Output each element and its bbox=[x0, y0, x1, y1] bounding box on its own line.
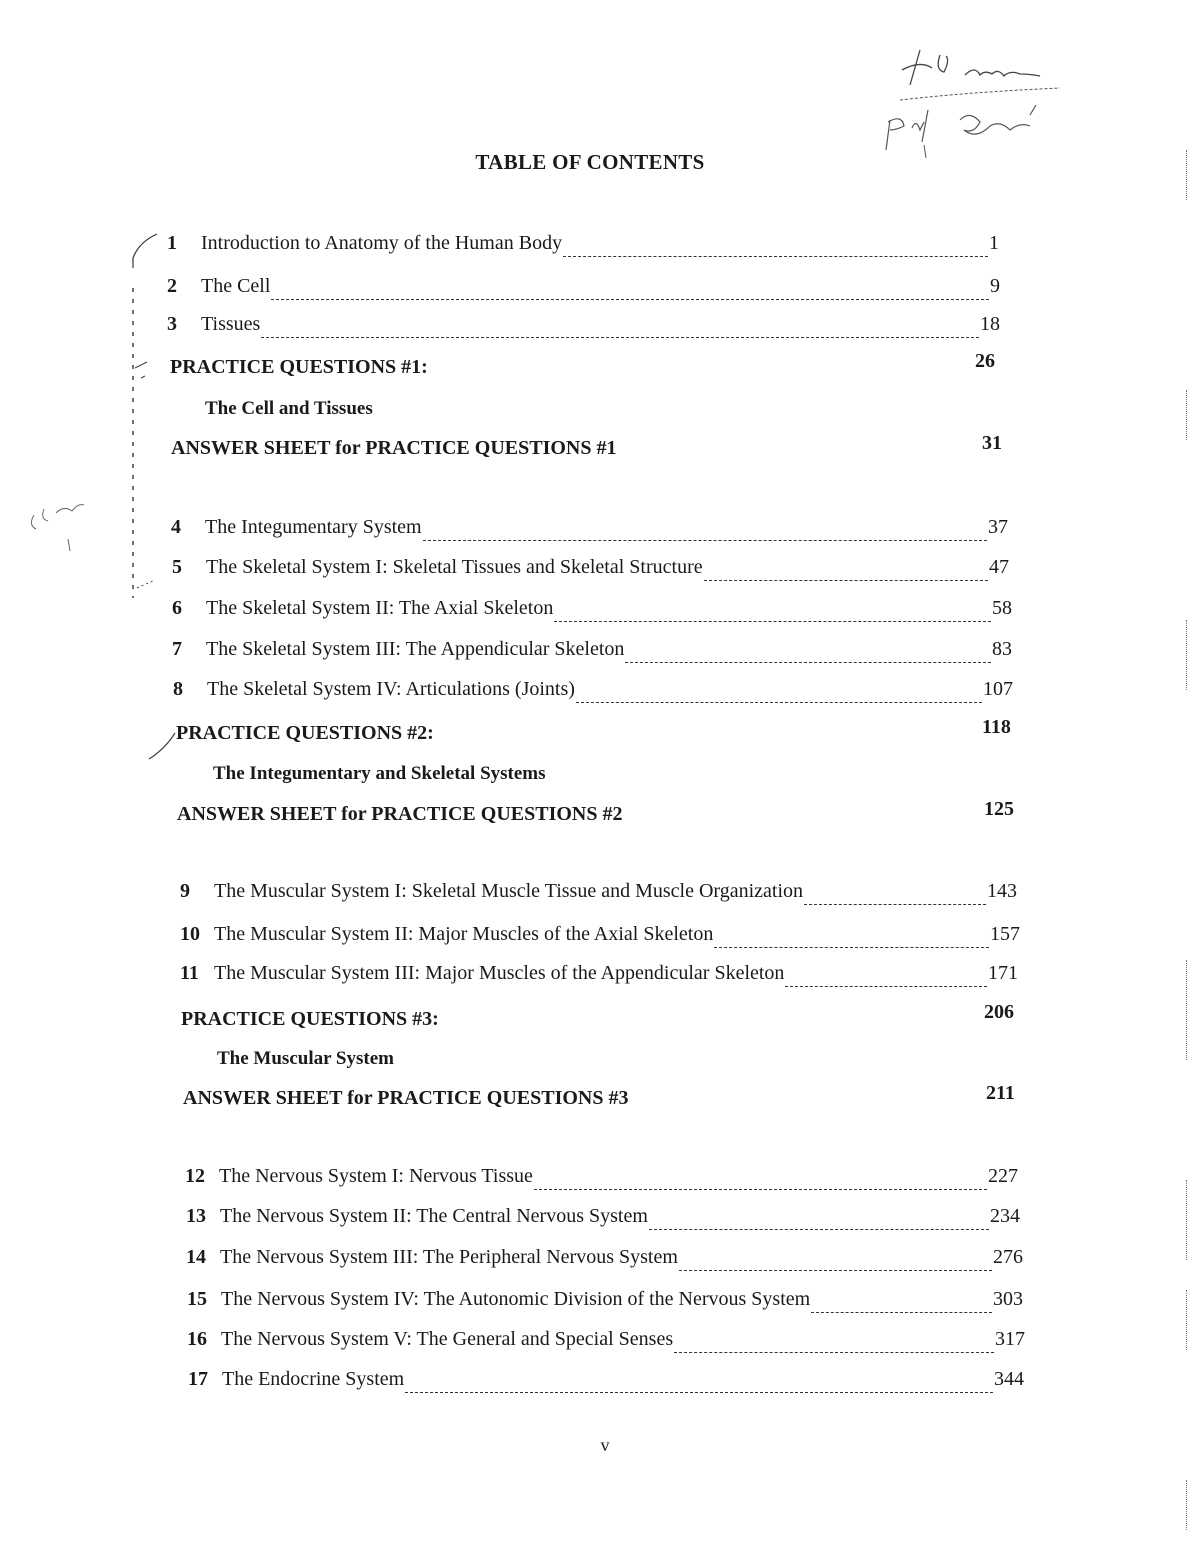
scan-artifact bbox=[1186, 150, 1189, 200]
toc-entry[interactable] bbox=[173, 678, 1013, 708]
chapter-number: 8 bbox=[173, 678, 183, 700]
chapter-title: The Nervous System III: The Peripheral Nervous System bbox=[220, 1246, 678, 1268]
chapter-number: 17 bbox=[188, 1368, 208, 1390]
chapter-number: 7 bbox=[172, 638, 182, 660]
answer-sheet-heading[interactable]: ANSWER SHEET for PRACTICE QUESTIONS #3 bbox=[183, 1087, 629, 1109]
leader-dashes bbox=[261, 323, 979, 338]
page-ref: 234 bbox=[990, 1205, 1020, 1227]
chapter-number: 10 bbox=[180, 923, 200, 945]
chapter-title: The Cell bbox=[201, 275, 271, 297]
chapter-title: The Muscular System I: Skeletal Muscle Tissue and Muscle Organization bbox=[214, 880, 803, 902]
page-ref: 107 bbox=[983, 678, 1013, 700]
page-title: TABLE OF CONTENTS bbox=[475, 150, 705, 174]
page-ref: 171 bbox=[988, 962, 1018, 984]
chapter-title: The Nervous System I: Nervous Tissue bbox=[219, 1165, 533, 1187]
chapter-number: 3 bbox=[167, 313, 177, 335]
chapter-number: 16 bbox=[187, 1328, 207, 1350]
chapter-number: 5 bbox=[172, 556, 182, 578]
scan-artifact bbox=[1186, 620, 1189, 690]
leader-dashes bbox=[811, 1298, 992, 1313]
chapter-number: 12 bbox=[185, 1165, 205, 1187]
chapter-title: Introduction to Anatomy of the Human Body bbox=[201, 232, 563, 254]
toc-entry[interactable] bbox=[172, 597, 1012, 627]
practice-page-ref: 118 bbox=[982, 716, 1011, 738]
chapter-title: The Nervous System V: The General and Special Senses bbox=[221, 1328, 674, 1350]
leader-dashes bbox=[271, 285, 989, 300]
chapter-number: 1 bbox=[167, 232, 177, 254]
page-ref: 58 bbox=[992, 597, 1012, 619]
scan-artifact bbox=[1186, 960, 1189, 1060]
page-ref: 303 bbox=[993, 1288, 1023, 1310]
scan-artifact bbox=[1186, 390, 1189, 440]
chapter-title: The Skeletal System IV: Articulations (Joints) bbox=[207, 678, 575, 700]
toc-entry[interactable] bbox=[171, 516, 1008, 546]
toc-entry[interactable] bbox=[185, 1165, 1018, 1195]
chapter-number: 2 bbox=[167, 275, 177, 297]
toc-entry[interactable] bbox=[187, 1328, 1025, 1358]
page-ref: 47 bbox=[989, 556, 1009, 578]
page-ref: 37 bbox=[988, 516, 1008, 538]
scan-artifact bbox=[1186, 1480, 1189, 1530]
leader-dashes bbox=[625, 648, 991, 663]
chapter-number: 4 bbox=[171, 516, 181, 538]
page-ref: 83 bbox=[992, 638, 1012, 660]
toc-entry[interactable] bbox=[167, 275, 1000, 305]
handwritten-note bbox=[880, 30, 1110, 160]
chapter-number: 13 bbox=[186, 1205, 206, 1227]
page-ref: 227 bbox=[988, 1165, 1018, 1187]
toc-entry[interactable] bbox=[186, 1205, 1020, 1235]
answer-sheet-page-ref: 31 bbox=[982, 432, 1002, 454]
page-ref: 276 bbox=[993, 1246, 1023, 1268]
chapter-title: The Integumentary System bbox=[205, 516, 422, 538]
practice-page-ref: 206 bbox=[984, 1001, 1014, 1023]
page-ref: 9 bbox=[990, 275, 1000, 297]
leader-dashes bbox=[405, 1378, 993, 1393]
chapter-title: The Muscular System II: Major Muscles of the Axial Skeleton bbox=[214, 923, 714, 945]
toc-entry[interactable] bbox=[180, 880, 1017, 910]
toc-entry[interactable] bbox=[180, 962, 1018, 992]
leader-dashes bbox=[679, 1256, 992, 1271]
practice-label: PRACTICE QUESTIONS #1: bbox=[170, 356, 428, 378]
chapter-title: The Skeletal System II: The Axial Skeleton bbox=[206, 597, 554, 619]
chapter-number: 9 bbox=[180, 880, 190, 902]
chapter-title: The Muscular System III: Major Muscles of the Appendicular Skeleton bbox=[214, 962, 785, 984]
toc-entry[interactable] bbox=[167, 232, 999, 262]
toc-entry[interactable] bbox=[172, 556, 1009, 586]
answer-sheet-heading[interactable]: ANSWER SHEET for PRACTICE QUESTIONS #1 bbox=[171, 437, 617, 459]
chapter-number: 15 bbox=[187, 1288, 207, 1310]
leader-dashes bbox=[423, 526, 987, 541]
leader-dashes bbox=[554, 607, 991, 622]
leader-dashes bbox=[674, 1338, 994, 1353]
practice-subtitle: The Cell and Tissues bbox=[205, 398, 373, 419]
practice-page-ref: 26 bbox=[975, 350, 995, 372]
leader-dashes bbox=[785, 972, 987, 987]
page-ref: 143 bbox=[987, 880, 1017, 902]
practice-questions-heading[interactable]: PRACTICE QUESTIONS #2: bbox=[176, 722, 434, 744]
leader-dashes bbox=[563, 242, 988, 257]
chapter-title: The Nervous System IV: The Autonomic Division of the Nervous System bbox=[221, 1288, 811, 1310]
toc-entry[interactable] bbox=[186, 1246, 1023, 1276]
chapter-number: 6 bbox=[172, 597, 182, 619]
margin-scribble bbox=[20, 495, 90, 555]
chapter-number: 11 bbox=[180, 962, 199, 984]
leader-dashes bbox=[714, 933, 989, 948]
practice-subtitle: The Integumentary and Skeletal Systems bbox=[213, 763, 546, 784]
chapter-title: The Skeletal System I: Skeletal Tissues and Skeletal Structure bbox=[206, 556, 703, 578]
page-ref: 317 bbox=[995, 1328, 1025, 1350]
answer-sheet-page-ref: 125 bbox=[984, 798, 1014, 820]
answer-sheet-page-ref: 211 bbox=[986, 1082, 1015, 1104]
page-ref: 157 bbox=[990, 923, 1020, 945]
toc-entry[interactable] bbox=[172, 638, 1012, 668]
toc-entry[interactable] bbox=[188, 1368, 1024, 1398]
chapter-title: The Nervous System II: The Central Nervous System bbox=[220, 1205, 648, 1227]
practice-questions-heading[interactable] bbox=[170, 356, 428, 379]
leader-dashes bbox=[534, 1175, 987, 1190]
chapter-title: The Skeletal System III: The Appendicular Skeleton bbox=[206, 638, 625, 660]
leader-dashes bbox=[576, 688, 982, 703]
page-ref: 1 bbox=[989, 232, 999, 254]
chapter-title: The Endocrine System bbox=[222, 1368, 405, 1390]
page-ref: 344 bbox=[994, 1368, 1024, 1390]
practice-subtitle: The Muscular System bbox=[217, 1048, 394, 1069]
chapter-number: 14 bbox=[186, 1246, 206, 1268]
scan-artifact bbox=[1186, 1290, 1189, 1350]
practice-questions-heading[interactable]: PRACTICE QUESTIONS #3: bbox=[181, 1008, 439, 1030]
scan-artifact bbox=[1186, 1180, 1189, 1260]
toc-entry[interactable] bbox=[187, 1288, 1023, 1318]
leader-dashes bbox=[704, 566, 988, 581]
leader-dashes bbox=[649, 1215, 989, 1230]
leader-dashes bbox=[804, 890, 986, 905]
page-number: v bbox=[600, 1435, 610, 1455]
toc-entry[interactable] bbox=[167, 313, 1000, 343]
chapter-title: Tissues bbox=[201, 313, 261, 335]
answer-sheet-heading[interactable]: ANSWER SHEET for PRACTICE QUESTIONS #2 bbox=[177, 803, 623, 825]
toc-entry[interactable] bbox=[180, 923, 1020, 953]
page-ref: 18 bbox=[980, 313, 1000, 335]
